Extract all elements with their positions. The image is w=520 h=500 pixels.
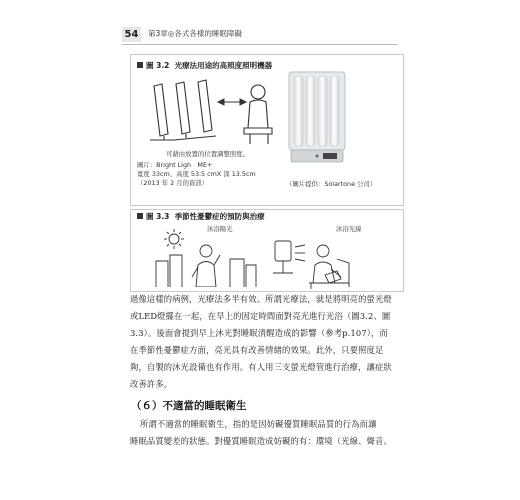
section-heading: （６）不適當的睡眠衛生 [131, 400, 247, 412]
figure-3-3-label: 圖 3.3 [146, 212, 170, 221]
header-divider [122, 44, 398, 45]
light-therapy-distance-illustration [140, 72, 280, 150]
body-text-line: 或LED燈擺在一起，在早上的固定時間面對亮光進行光浴（圖3.2、圖 [130, 311, 391, 321]
body-text-line: 在季節性憂鬱症方面，亮光具有改善情緒的效果。此外，只要照度足 [130, 345, 384, 355]
figure-3-2-photo-credit: （圖片提供：Solartone 公司） [286, 180, 377, 188]
figure-3-3-left-caption: 沐浴陽光 [207, 225, 233, 233]
chapter-title: 第3章◎各式各樣的睡眠障礙 [148, 29, 242, 38]
figure-3-2-label: 圖 3.2 [146, 61, 170, 70]
light-box-person-illustration [265, 233, 370, 289]
body-text-line: 過像這樣的病例，光療法多半有效。所謂光療法，就是將明亮的螢光燈 [130, 294, 392, 304]
figure-3-2-spec-line-3: （2013 年 2 月的資訊） [137, 179, 209, 187]
figure-marker-icon [137, 213, 143, 219]
body-text-line: 改善許多。 [130, 379, 173, 389]
figure-3-3-heading [137, 211, 265, 222]
light-therapy-device-image [287, 70, 347, 168]
figure-marker-icon [137, 62, 143, 68]
body-text-line: 3.3）。後面會提到早上沐光對睡眠清醒造成的影響（參考p.107），而 [130, 328, 388, 338]
page-number: 54 [122, 27, 141, 42]
figure-3-2-spec-line-1: 圖片：Bright Ligh ME+ [137, 161, 213, 169]
figure-3-2-spec-line-2: 寬度 33cm、高度 53.5 cmX 深 13.5cm [137, 170, 256, 178]
figure-3-2-heading [137, 60, 272, 71]
figure-3-3-right-caption: 沐浴光線 [336, 225, 362, 233]
sunlight-person-illustration [150, 225, 260, 287]
figure-3-3-title: 季節性憂鬱症的預防與治療 [174, 212, 265, 221]
body-text-line: 夠，自製的沐光設備也有作用。有人用三支螢光燈管進行治療，讓症狀 [130, 362, 392, 372]
figure-3-2-title: 光療法用途的高照度照明機器 [174, 61, 273, 70]
section-text-line: 所謂不適當的睡眠衛生，指的是因妨礙優質睡眠品質的行為而讓 [140, 419, 377, 429]
figure-3-2-arrow-caption: 可藉由放置的位置調整照度。 [166, 150, 250, 158]
section-text-line: 睡眠品質變差的狀態。對優質睡眠造成妨礙的有：環境（光線、聲音、 [130, 436, 392, 446]
